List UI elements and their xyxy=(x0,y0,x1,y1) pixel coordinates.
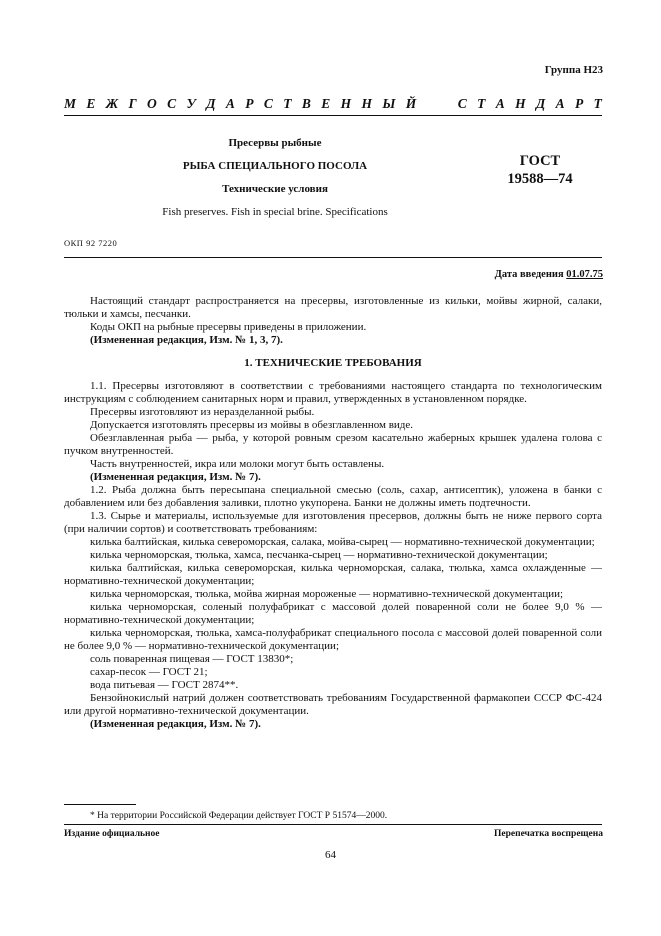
paragraph: Пресервы изготовляют из неразделанной рыбы. xyxy=(90,406,315,418)
list-item: вода питьевая — ГОСТ 2874**. xyxy=(90,679,239,691)
amendment-note: (Измененная редакция, Изм. № 1, 3, 7). xyxy=(90,334,283,346)
heading-letter: С xyxy=(263,96,273,111)
heading-letter: Т xyxy=(477,96,486,111)
gost-number: 19588—74 xyxy=(507,171,573,187)
heading-letter: А xyxy=(495,96,505,111)
document-body xyxy=(64,295,602,731)
heading-letter: У xyxy=(186,96,196,111)
paragraph: Допускается изготовлять пресервы из мойвы в обезглавленном виде. xyxy=(90,419,414,431)
heading-letter: Д xyxy=(206,96,216,111)
heading-letter: Р xyxy=(574,96,584,111)
okp-code: ОКП 92 7220 xyxy=(64,238,118,248)
list-item: килька черноморская, тюлька, хамса-полуфабрикат специального посола с массовой долей поваренной соли не более 9,0 % — нормативно-технической документации; xyxy=(64,627,602,652)
list-item: соль поваренная пищевая — ГОСТ 13830*; xyxy=(90,653,294,665)
heading-letter: С xyxy=(167,96,177,111)
list-item: килька балтийская, килька североморская, салака, мойва-сырец — нормативно-технической документации; xyxy=(90,536,595,548)
heading-letter: Т xyxy=(283,96,292,111)
reprint-prohibited: Перепечатка воспрещена xyxy=(493,829,603,839)
effective-date xyxy=(495,269,603,280)
heading-letter: О xyxy=(147,96,157,111)
heading-letter: Е xyxy=(321,96,331,111)
date-value: 01.07.75 xyxy=(566,269,603,280)
document-subtitle: Технические условия xyxy=(222,183,328,195)
official-edition: Издание официальное xyxy=(64,829,160,839)
heading-letter: Е xyxy=(86,96,96,111)
heading-letter: М xyxy=(64,96,77,111)
heading-letter: А xyxy=(555,96,565,111)
heading-letter: В xyxy=(301,96,311,111)
list-item: сахар-песок — ГОСТ 21; xyxy=(90,666,208,678)
list-item: килька черноморская, соленый полуфабрикат с массовой долей поваренной соли не более 9,0 % — нормативно-технической документации; xyxy=(64,601,602,626)
amendment-note: (Измененная редакция, Изм. № 7). xyxy=(90,718,261,730)
footnote: * На территории Российской Федерации действует ГОСТ Р 51574—2000. xyxy=(90,811,388,821)
heading-letter: Н xyxy=(361,96,372,111)
heading-letter: Р xyxy=(245,96,254,111)
gost-label: ГОСТ xyxy=(519,153,561,169)
heading-letter: Ж xyxy=(105,96,119,111)
heading-letter: С xyxy=(457,96,467,111)
date-label: Дата введения xyxy=(494,269,564,280)
heading-letter: Ы xyxy=(382,96,396,111)
intro-paragraph: Настоящий стандарт распространяется на пресервы, изготовленные из кильки, мойвы жирной, салаки, тюльки и хамсы, песчанки. xyxy=(64,295,602,320)
footer-rule xyxy=(64,824,602,825)
paragraph: Часть внутренностей, икра или молоки могут быть оставлены. xyxy=(90,458,385,470)
clause-1-2: 1.2. Рыба должна быть пересыпана специальной смесью (соль, сахар, антисептик), уложена в банки с добавлением или без добавления заливки, плотно укупорена. Банки не должны иметь подтечности. xyxy=(64,484,602,509)
header-rule-top xyxy=(64,115,602,116)
intro-paragraph: Коды ОКП на рыбные пресервы приведены в приложении. xyxy=(90,321,367,333)
document-title: РЫБА СПЕЦИАЛЬНОГО ПОСОЛА xyxy=(182,160,368,172)
heading-letter: Г xyxy=(128,96,137,111)
heading-letter: Т xyxy=(593,96,602,111)
page-number: 64 xyxy=(325,849,336,861)
heading-letter: Н xyxy=(515,96,526,111)
paragraph: Бензойнокислый натрий должен соответствовать требованиям Государственной фармакопеи СССР ФС-424 или другой нормативно-технической документации. xyxy=(64,692,602,717)
english-title: Fish preserves. Fish in special brine. Specifications xyxy=(162,206,388,218)
clause-1-1: 1.1. Пресервы изготовляют в соответствии с требованиями настоящего стандарта по технологическим инструкциям с соблюдением санитарных норм и правил, утвержденных в установленном порядке. xyxy=(64,380,602,405)
paragraph: Обезглавленная рыба — рыба, у которой ровным срезом касательно жаберных крышек удалена голова с пучком внутренностей. xyxy=(64,432,602,457)
footnote-rule xyxy=(64,804,136,805)
product-line: Пресервы рыбные xyxy=(228,137,322,149)
list-item: килька черноморская, тюлька, хамса, песчанка-сырец — нормативно-технической документации; xyxy=(90,549,548,561)
heading-letter: А xyxy=(225,96,235,111)
group-code: Группа Н23 xyxy=(544,64,603,76)
list-item: килька балтийская, килька североморская, килька черноморская, салака, тюлька, хамса охлажденные — нормативно-технической документации; xyxy=(64,562,602,587)
header-rule-bottom xyxy=(64,257,602,258)
clause-1-3: 1.3. Сырье и материалы, используемые для изготовления пресервов, должны быть не ниже первого сорта (при наличии сортов) и соответствовать требованиям: xyxy=(64,510,602,535)
list-item: килька черноморская, тюлька, мойва жирная мороженые — нормативно-технической документации; xyxy=(90,588,564,600)
heading-letter: Й xyxy=(405,96,417,111)
section-heading: 1. ТЕХНИЧЕСКИЕ ТРЕБОВАНИЯ xyxy=(244,357,422,369)
heading-letter: Д xyxy=(535,96,546,111)
heading-letter: Н xyxy=(340,96,352,111)
interstate-standard-heading xyxy=(64,96,602,112)
amendment-note: (Измененная редакция, Изм. № 7). xyxy=(90,471,261,483)
